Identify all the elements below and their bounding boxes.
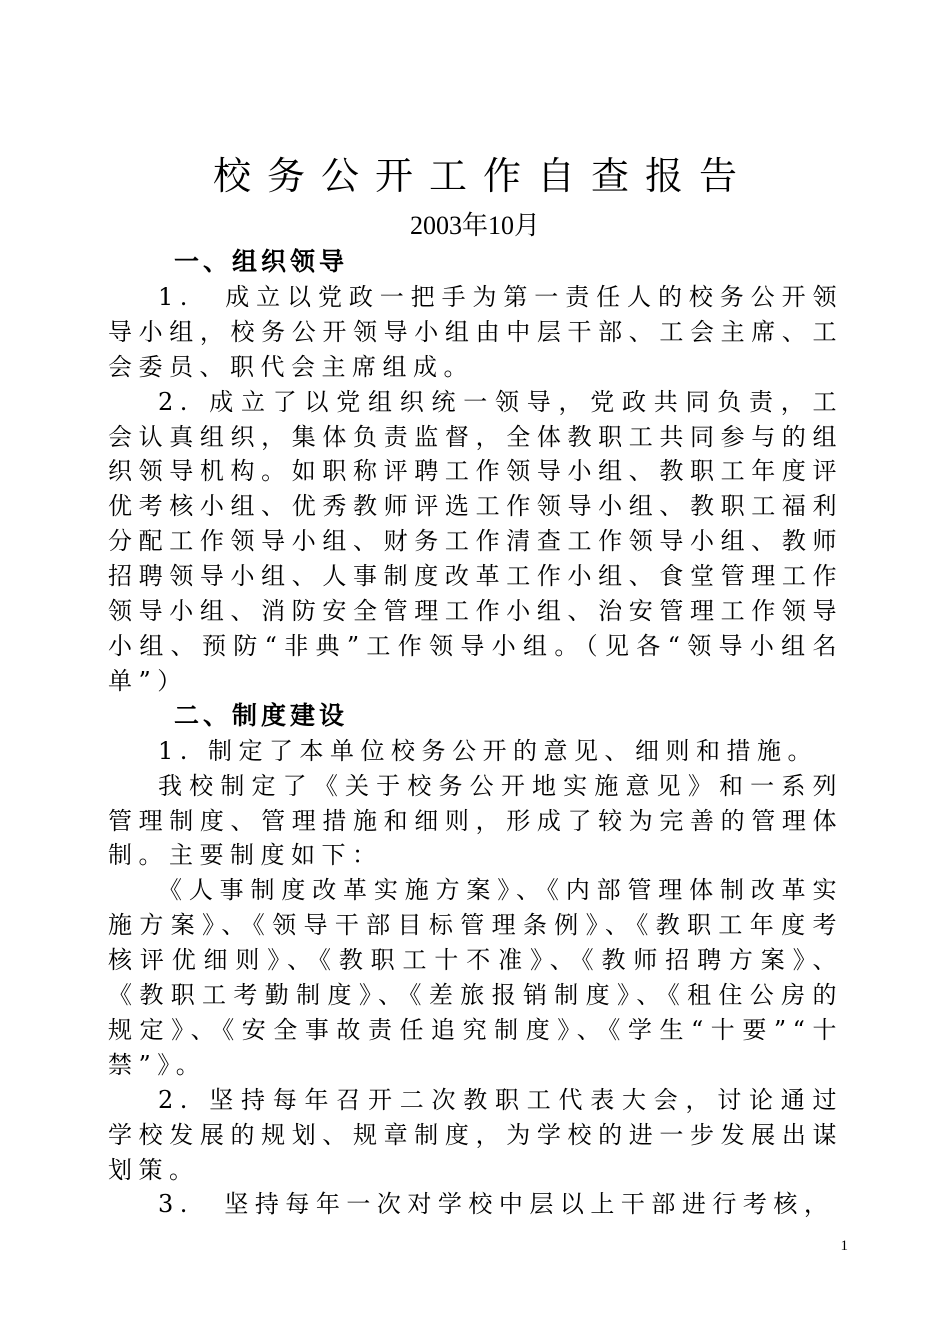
page-number: 1 bbox=[840, 1238, 848, 1254]
paragraph: 《人事制度改革实施方案》、《内部管理体制改革实施方案》、《领导干部目标管理条例》、《教职工年度考核评优细则》、《教职工十不准》、《教师招聘方案》、《教职工考勤制度》、《差旅报销制度》、《租住公房的规定》、《安全事故责任追究制度》、《学生“十要”“十禁”》。 bbox=[108, 876, 843, 1079]
paragraph: 我校制定了《关于校务公开地实施意见》和一系列管理制度、管理措施和细则，形成了较为完善的管理体制。主要制度如下： bbox=[108, 771, 843, 870]
paragraph: 1. 成立以党政一把手为第一责任人的校务公开领导小组，校务公开领导小组由中层干部、工会主席、工会委员、职代会主席组成。 bbox=[108, 282, 843, 381]
paragraph: 2. 坚持每年召开二次教职工代表大会，讨论通过学校发展的规划、规章制度，为学校的进一步发展出谋划策。 bbox=[108, 1085, 843, 1184]
section-heading: 一、组织领导 bbox=[174, 247, 349, 276]
paragraph: 1. 制定了本单位校务公开的意见、细则和措施。 bbox=[158, 736, 819, 765]
page-title: 校务公开工作自查报告 bbox=[212, 154, 753, 198]
section-heading: 二、制度建设 bbox=[174, 700, 349, 730]
document-body bbox=[108, 245, 843, 1222]
paragraph: 3. 坚持每年一次对学校中层以上干部进行考核， bbox=[158, 1190, 835, 1219]
paragraph: 2. 成立了以党组织统一领导，党政共同负责，工会认真组织，集体负责监督，全体教职工共同参与的组织领导机构。如职称评聘工作领导小组、教职工年度评优考核小组、优秀教师评选工作领导小组、教职工福利分配工作领导小组、财务工作清查工作领导小组、教师招聘领导小组、人事制度改革工作小组、食堂管理工作领导小组、消防安全管理工作小组、治安管理工作领导小组、预防“非典”工作领导小组。（见各“领导小组名单”） bbox=[108, 387, 843, 695]
report-date: 2003年10月 bbox=[409, 211, 540, 240]
